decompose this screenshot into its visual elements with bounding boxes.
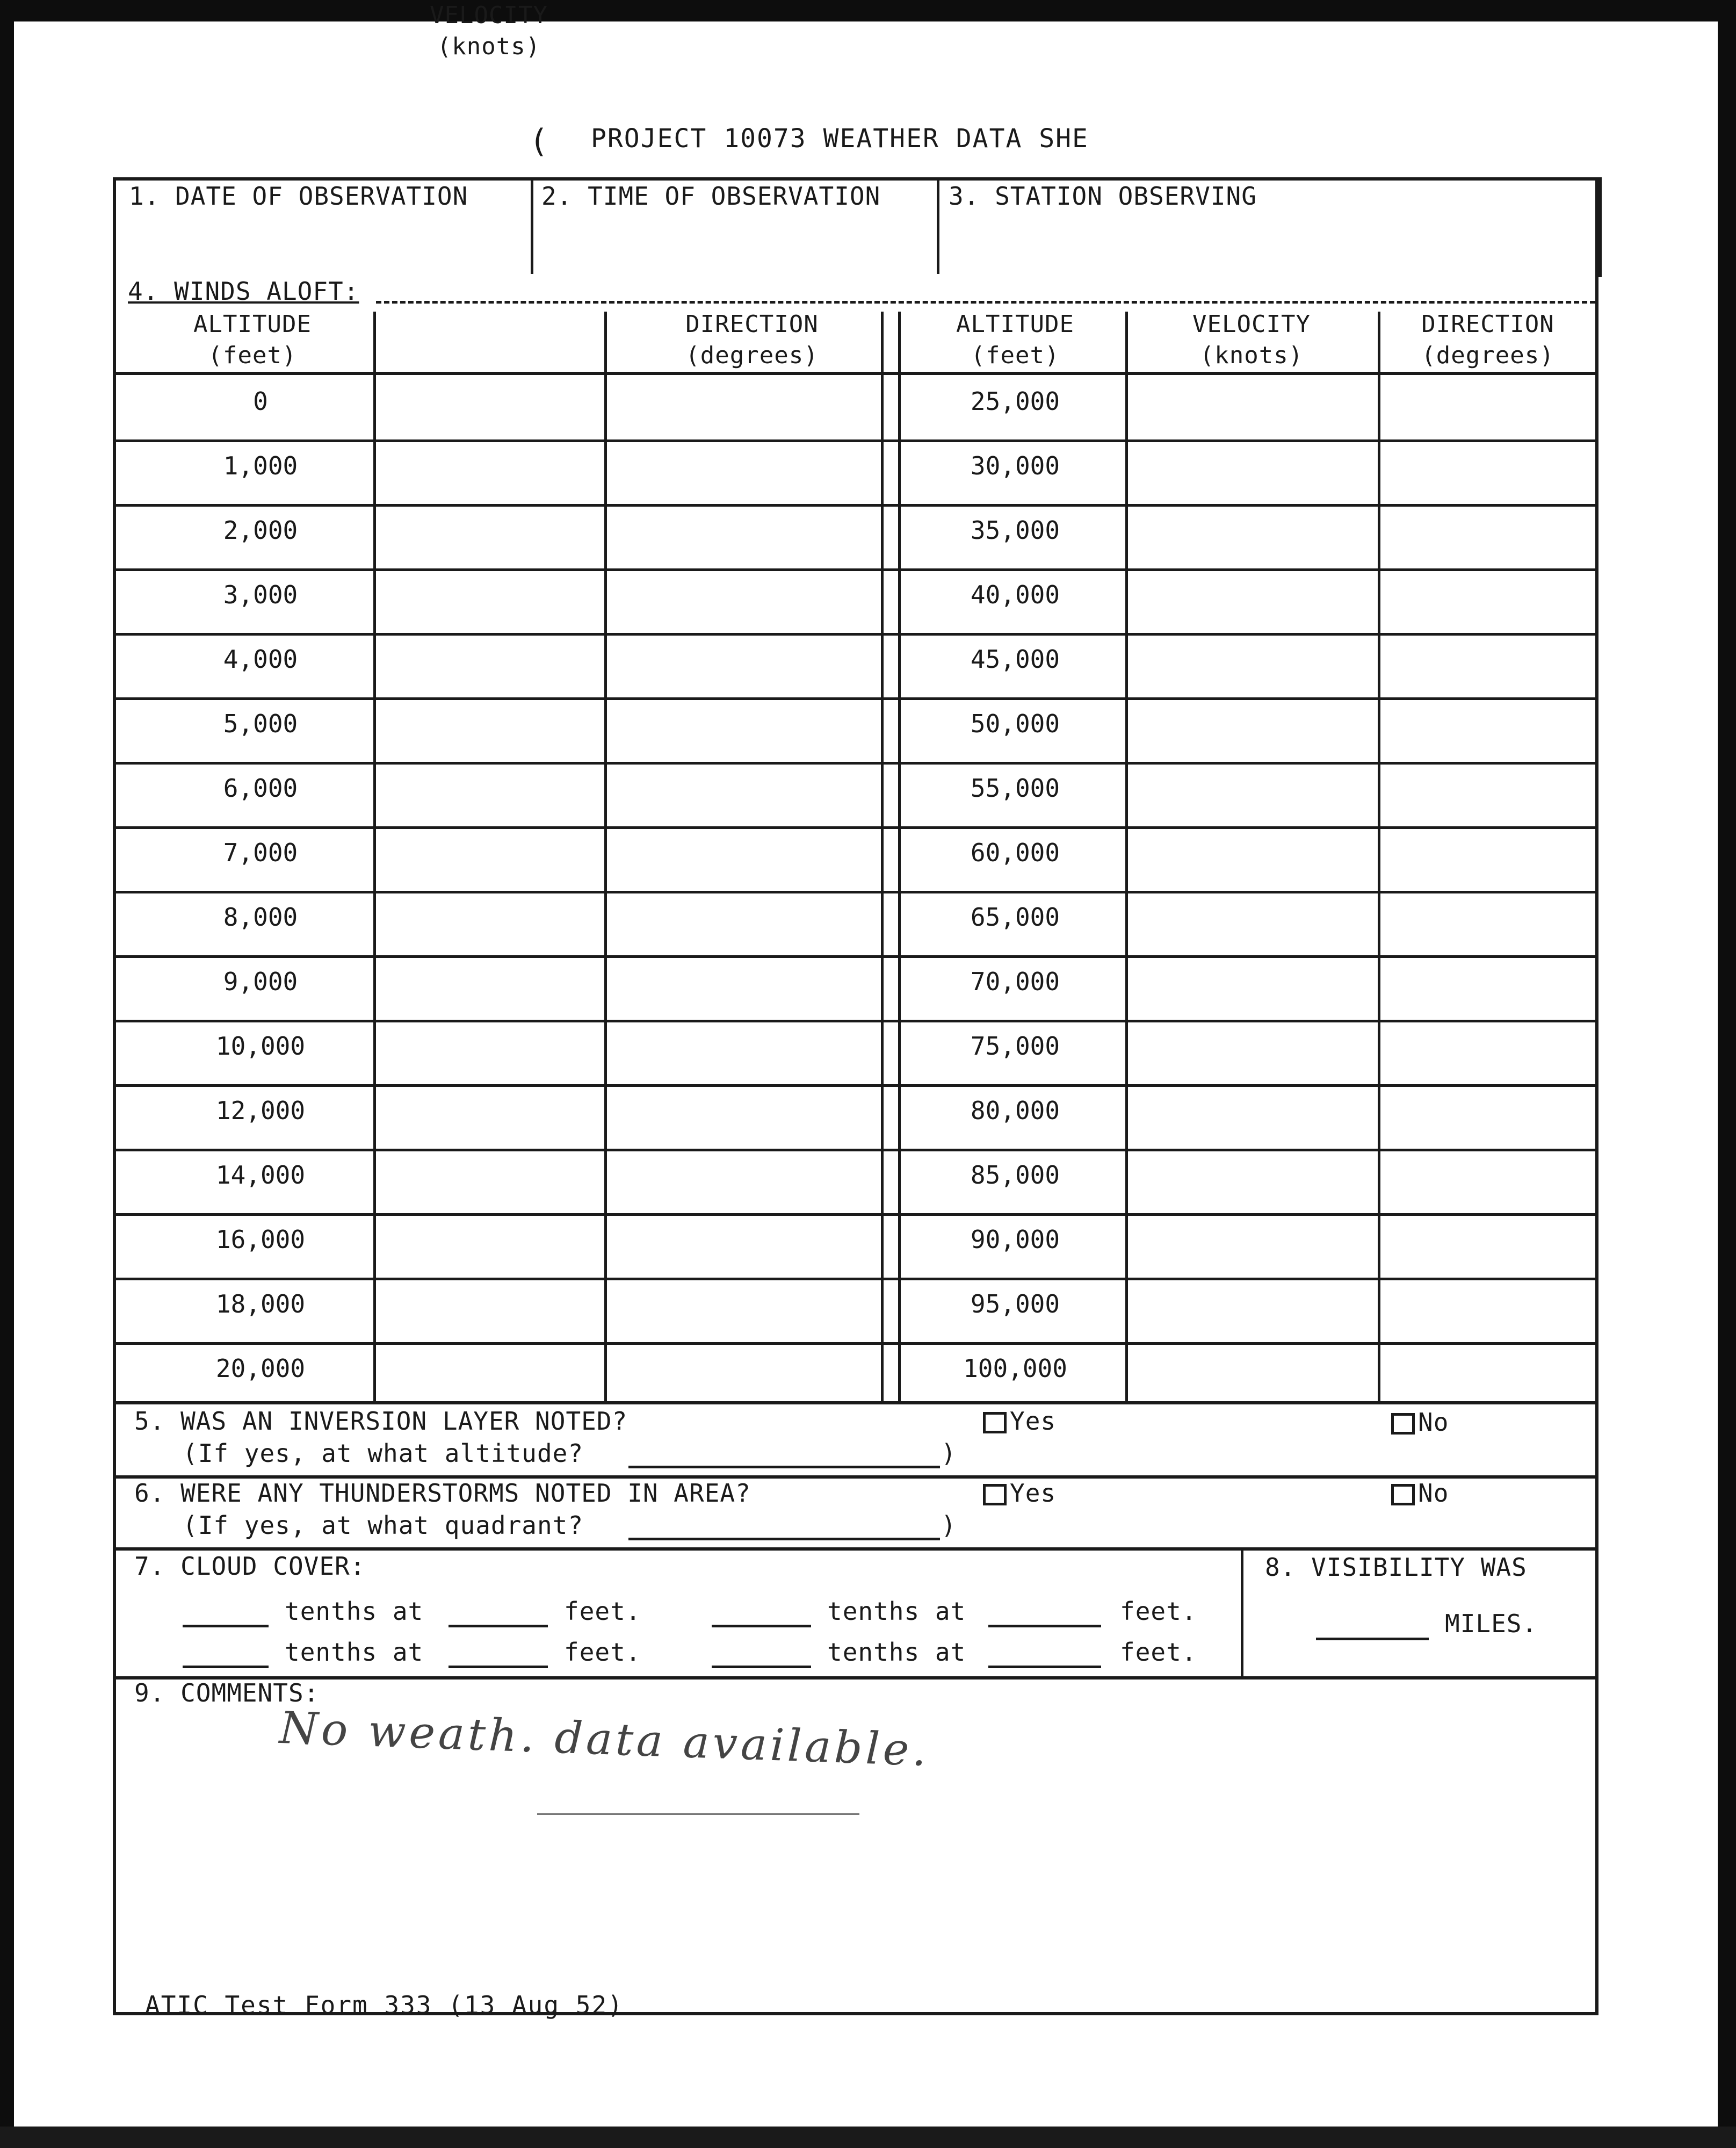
velocity-header-text: VELOCITY (1192, 311, 1311, 338)
cloud-tenths-field-1[interactable] (183, 1625, 269, 1627)
row-rule (113, 1213, 1595, 1216)
feet-label: feet. (1120, 1597, 1197, 1626)
station-observing-label: 3. STATION OBSERVING (949, 182, 1257, 211)
altitude-left-0: 0 (253, 387, 268, 416)
row-rule (113, 504, 1595, 507)
direction-header-text: DIRECTION (1421, 311, 1554, 338)
winds-dashed-line (376, 301, 1595, 304)
feet-label: feet. (564, 1638, 641, 1667)
inversion-yes-checkbox[interactable] (983, 1412, 1007, 1433)
direction-header-left (607, 309, 897, 371)
cloud-tenths-field-3[interactable] (183, 1666, 269, 1668)
velocity-unit-text: (knots) (437, 33, 541, 60)
cloud-feet-field-1[interactable] (449, 1625, 548, 1627)
comments-label: 9. COMMENTS: (134, 1678, 320, 1707)
altitude-right-2: 35,000 (970, 516, 1060, 545)
direction-unit-text: (degrees) (685, 342, 819, 369)
cloud-feet-field-3[interactable] (449, 1666, 548, 1668)
visibility-miles-field[interactable] (1316, 1638, 1429, 1640)
direction-unit-text: (degrees) (1421, 342, 1554, 369)
altitude-left-9: 9,000 (223, 967, 298, 996)
divider (937, 177, 939, 274)
thunderstorm-close: ) (941, 1511, 957, 1540)
cloud-tenths-field-2[interactable] (712, 1625, 811, 1627)
border-right (1595, 177, 1598, 2015)
divider (531, 177, 533, 274)
altitude-unit-text: (feet) (971, 342, 1060, 369)
velocity-header-right (1128, 309, 1375, 371)
col-divider (373, 312, 376, 1402)
col-divider (1125, 312, 1128, 1402)
tenths-at-label: tenths at (285, 1638, 424, 1667)
visibility-label: 8. VISIBILITY WAS (1265, 1553, 1527, 1582)
handwritten-comment: No weath. data available. (278, 1702, 931, 1777)
altitude-right-0: 25,000 (970, 387, 1060, 416)
altitude-right-14: 95,000 (970, 1289, 1060, 1318)
altitude-left-13: 16,000 (215, 1225, 306, 1254)
header-rule (113, 372, 1595, 375)
altitude-left-4: 4,000 (223, 645, 298, 674)
cloud-tenths-field-4[interactable] (712, 1666, 811, 1668)
handwritten-underline (537, 1813, 859, 1815)
feet-label: feet. (1120, 1638, 1197, 1667)
inversion-altitude-field[interactable] (628, 1466, 940, 1468)
altitude-left-11: 12,000 (215, 1096, 306, 1125)
row-rule (113, 568, 1595, 571)
thunderstorm-yes-label: Yes (1010, 1479, 1057, 1508)
thunderstorm-quadrant-field[interactable] (628, 1538, 940, 1540)
altitude-left-15: 20,000 (215, 1354, 306, 1383)
altitude-header-text: ALTITUDE (956, 311, 1074, 338)
date-of-observation-label: 1. DATE OF OBSERVATION (129, 182, 468, 211)
altitude-right-11: 80,000 (970, 1096, 1060, 1125)
thunderstorm-no-checkbox[interactable] (1391, 1484, 1415, 1505)
winds-aloft-label: 4. WINDS ALOFT: (128, 277, 359, 306)
thunderstorm-question: 6. WERE ANY THUNDERSTORMS NOTED IN AREA? (134, 1479, 751, 1508)
cloud-visibility-divider (1241, 1547, 1243, 1676)
inversion-followup: (If yes, at what altitude? (183, 1439, 584, 1468)
row-rule (113, 955, 1595, 958)
scan-border-top (0, 0, 1736, 21)
altitude-header-text: ALTITUDE (193, 311, 312, 338)
cloud-cover-label: 7. CLOUD COVER: (134, 1552, 366, 1581)
row-rule (113, 1342, 1595, 1345)
scan-border-bottom (0, 2127, 1736, 2148)
row-rule (113, 1149, 1595, 1151)
altitude-left-12: 14,000 (215, 1161, 306, 1190)
altitude-right-15: 100,000 (963, 1354, 1067, 1383)
altitude-header-left (140, 309, 365, 371)
altitude-left-10: 10,000 (215, 1032, 306, 1061)
tenths-at-label: tenths at (827, 1597, 966, 1626)
col-divider (898, 312, 901, 1402)
altitude-right-4: 45,000 (970, 645, 1060, 674)
altitude-left-1: 1,000 (223, 451, 298, 480)
scan-border-left (0, 0, 14, 2148)
time-of-observation-label: 2. TIME OF OBSERVATION (541, 182, 881, 211)
row-rule (113, 762, 1595, 765)
tenths-at-label: tenths at (285, 1597, 424, 1626)
row-rule (113, 1084, 1595, 1087)
altitude-right-7: 60,000 (970, 838, 1060, 867)
thunderstorm-followup: (If yes, at what quadrant? (183, 1511, 584, 1540)
altitude-left-14: 18,000 (215, 1289, 306, 1318)
scan-border-right (1718, 0, 1736, 2148)
title-paren: ( (529, 122, 549, 160)
tenths-at-label: tenths at (827, 1638, 966, 1667)
altitude-unit-text: (feet) (208, 342, 297, 369)
row-rule (113, 697, 1595, 700)
altitude-right-6: 55,000 (970, 774, 1060, 803)
altitude-left-8: 8,000 (223, 903, 298, 932)
inversion-yes-label: Yes (1010, 1407, 1057, 1436)
col-divider (881, 312, 884, 1402)
section-rule (113, 1676, 1595, 1680)
cloud-feet-field-2[interactable] (988, 1625, 1101, 1627)
col-divider (1378, 312, 1380, 1402)
visibility-unit: MILES. (1445, 1609, 1538, 1638)
altitude-right-8: 65,000 (970, 903, 1060, 932)
velocity-header-text: VELOCITY (430, 2, 548, 29)
row-rule (113, 826, 1595, 829)
altitude-left-2: 2,000 (223, 516, 298, 545)
altitude-header-right (908, 309, 1123, 371)
row-rule (113, 1020, 1595, 1022)
thunderstorm-no-label: No (1418, 1479, 1449, 1508)
altitude-left-6: 6,000 (223, 774, 298, 803)
altitude-right-5: 50,000 (970, 709, 1060, 738)
border-left (113, 274, 116, 2015)
altitude-right-1: 30,000 (970, 451, 1060, 480)
inversion-no-checkbox[interactable] (1391, 1413, 1415, 1435)
cloud-feet-field-4[interactable] (988, 1666, 1101, 1668)
row-rule (113, 891, 1595, 893)
direction-header-right (1380, 309, 1595, 371)
altitude-right-12: 85,000 (970, 1161, 1060, 1190)
altitude-right-3: 40,000 (970, 580, 1060, 609)
form-identifier: ATIC Test Form 333 (13 Aug 52) (145, 1991, 624, 2020)
thunderstorm-yes-checkbox[interactable] (983, 1484, 1007, 1505)
altitude-right-9: 70,000 (970, 967, 1060, 996)
velocity-header-left (376, 0, 602, 62)
section-rule (113, 1547, 1595, 1551)
inversion-question: 5. WAS AN INVERSION LAYER NOTED? (134, 1407, 628, 1436)
row-rule (113, 439, 1595, 442)
inversion-close: ) (941, 1439, 957, 1468)
altitude-left-3: 3,000 (223, 580, 298, 609)
altitude-right-10: 75,000 (970, 1032, 1060, 1061)
page-title: PROJECT 10073 WEATHER DATA SHE (591, 124, 1089, 154)
row-rule (113, 1278, 1595, 1280)
row-rule (113, 633, 1595, 636)
section-rule (113, 1401, 1595, 1404)
altitude-left-7: 7,000 (223, 838, 298, 867)
altitude-right-13: 90,000 (970, 1225, 1060, 1254)
feet-label: feet. (564, 1597, 641, 1626)
col-divider (604, 312, 607, 1402)
altitude-left-5: 5,000 (223, 709, 298, 738)
inversion-no-label: No (1418, 1408, 1449, 1437)
direction-header-text: DIRECTION (685, 311, 819, 338)
velocity-unit-text: (knots) (1199, 342, 1304, 369)
